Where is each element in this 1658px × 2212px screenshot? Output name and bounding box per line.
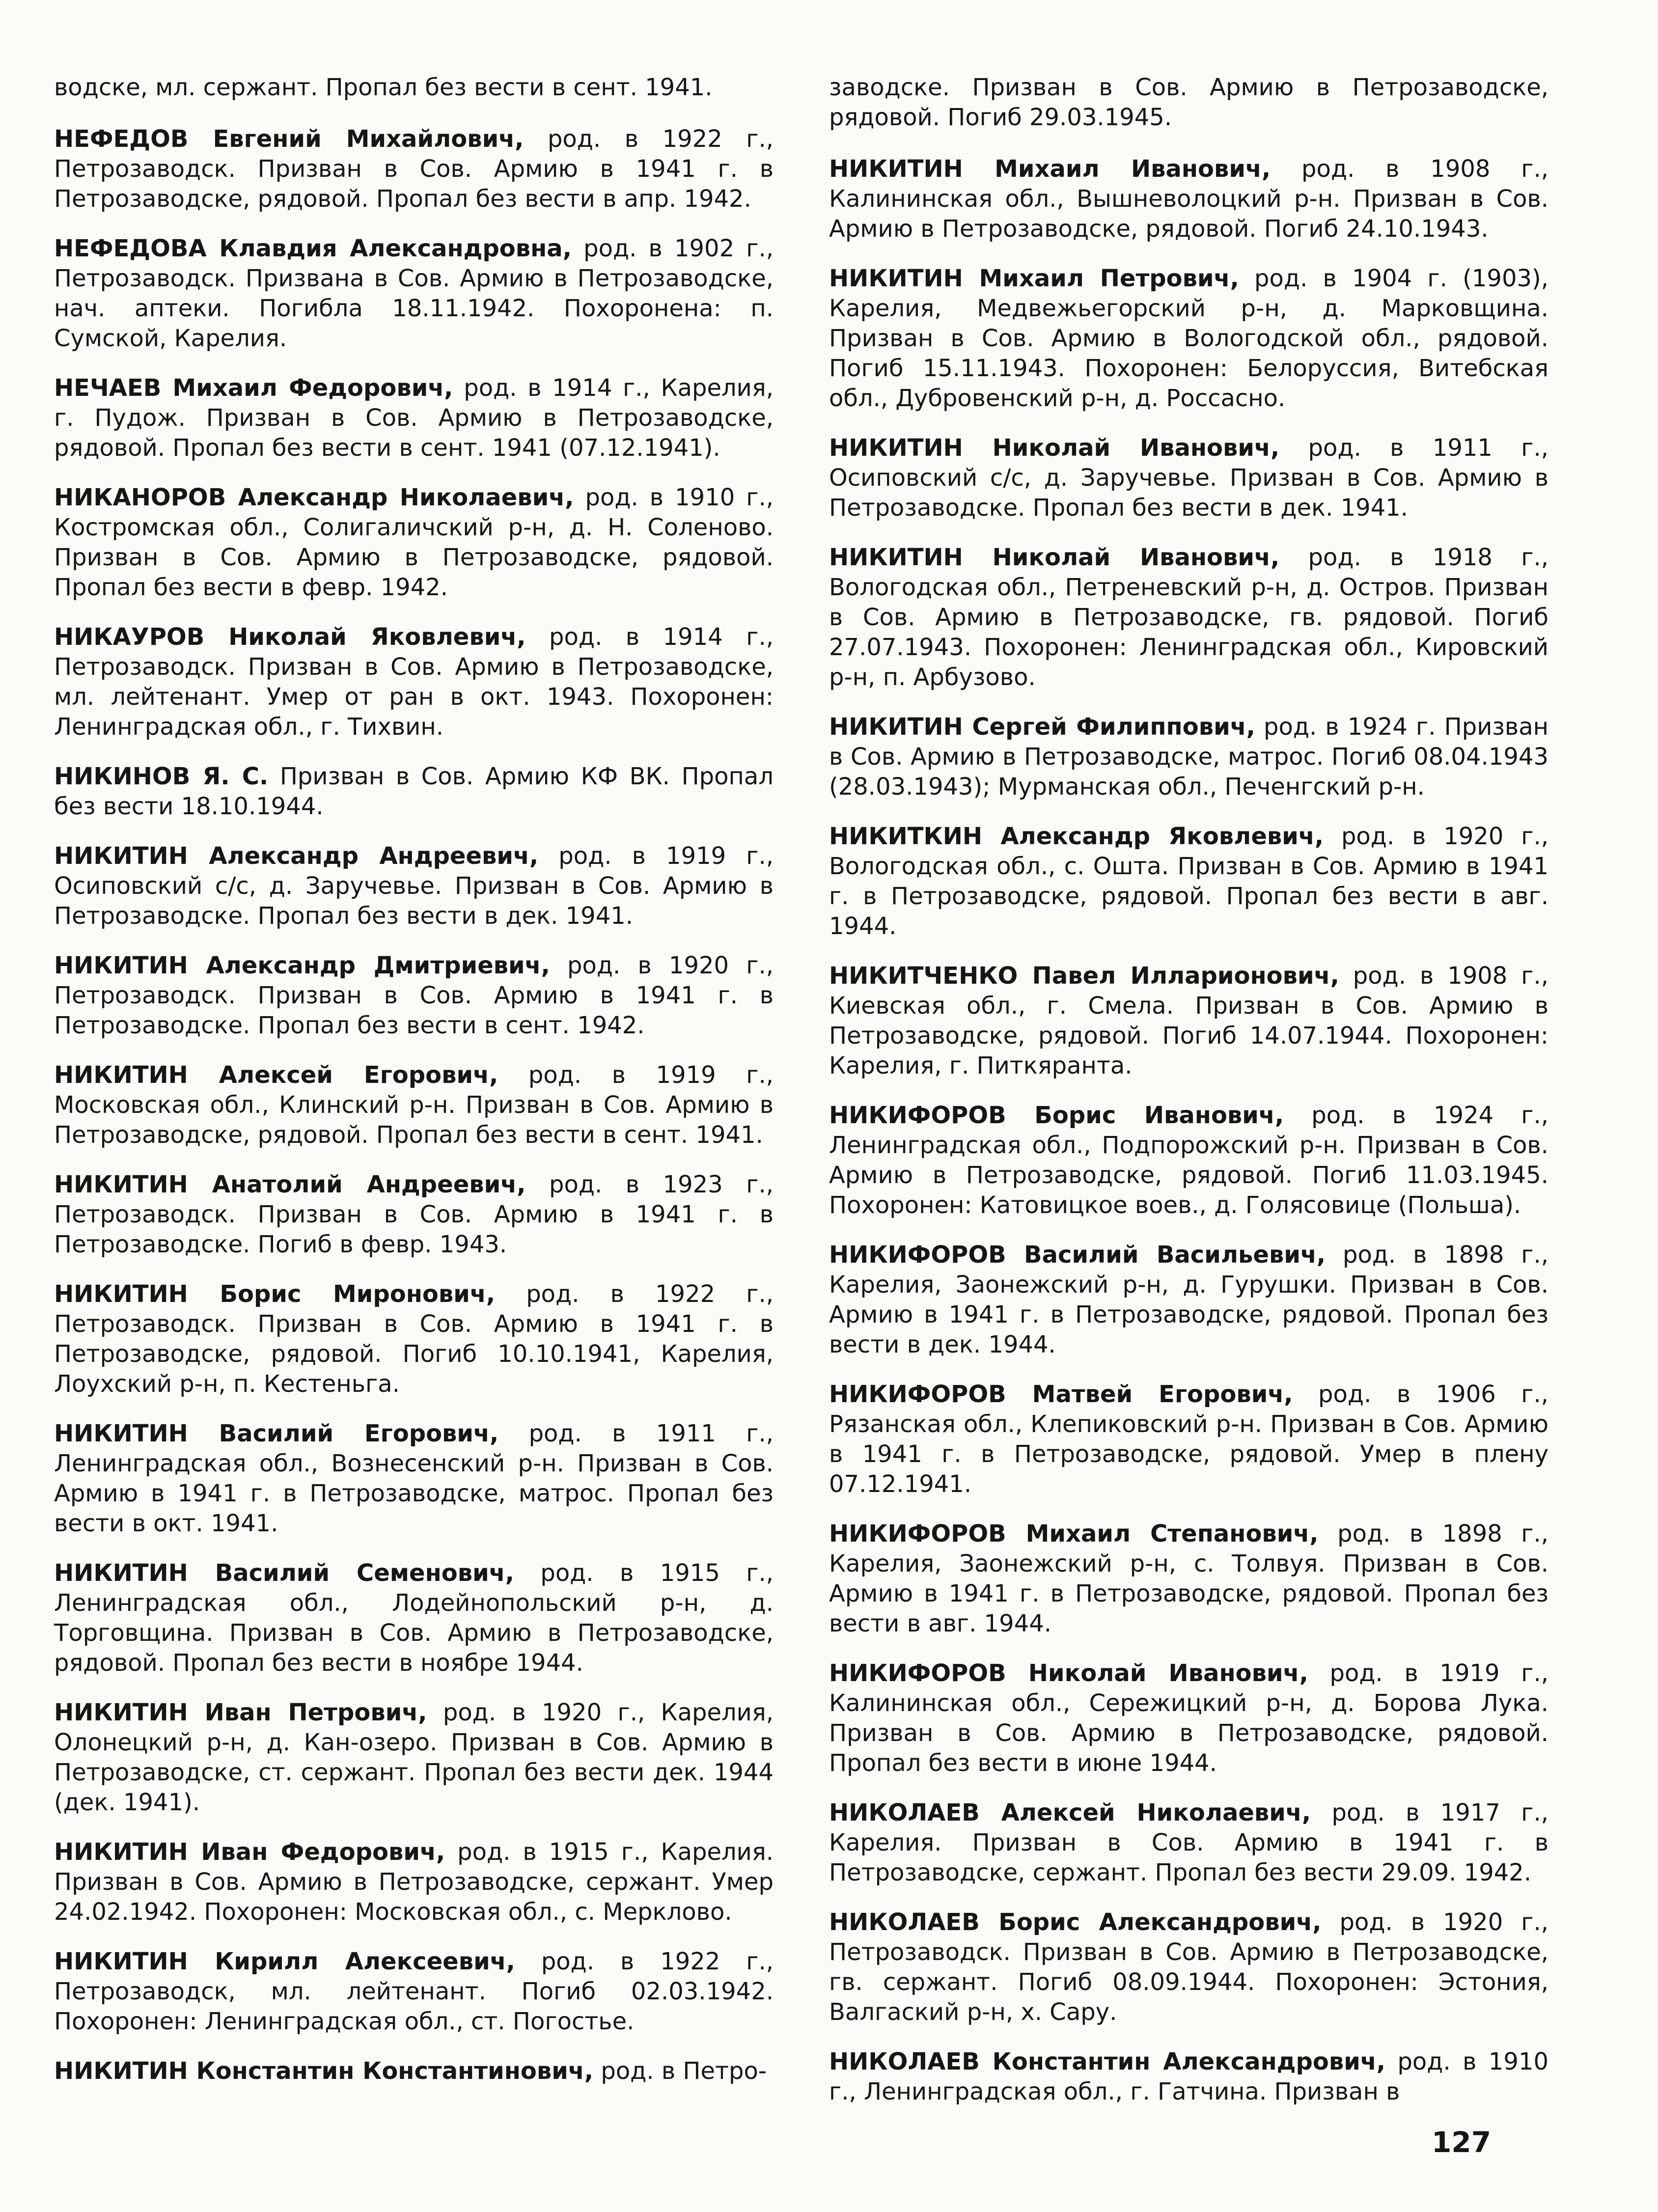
biography-entry — [54, 1837, 774, 1927]
entry-text: род. в 1920 г., Петрозаводск. Призван в Сов. Армию в 1941 г. в Петрозаводске. Пропал без вести в сент. 1942. — [54, 952, 774, 1039]
entry-name: НИКИТИН Александр Дмитриевич, — [54, 952, 550, 979]
biography-entry — [829, 543, 1548, 692]
biography-entry — [829, 1101, 1548, 1220]
page-number: 127 — [1432, 2126, 1492, 2159]
entry-text: род. в 1908 г., Калининская обл., Вышневолоцкий р-н. Призван в Сов. Армию в Петрозаводске, рядовой. Погиб 24.10.1943. — [829, 155, 1548, 243]
biography-entry — [54, 1060, 774, 1150]
entry-text: род. в 1902 г., Петрозаводск. Призвана в Сов. Армию в Петрозаводске, нач. аптеки. Погибла 18.11.1942. Похоронена: п. Сумской, Карелия. — [54, 235, 774, 352]
entry-name: НИКИТЧЕНКО Павел Илларионович, — [829, 962, 1339, 990]
entry-name: НИКАНОРОВ Александр Николаевич, — [54, 484, 574, 511]
biography-entry — [829, 822, 1548, 941]
entry-name: НИКИТИН Василий Егорович, — [54, 1420, 499, 1447]
biography-entry — [54, 1170, 774, 1260]
entry-name: НИКИТИН Иван Федорович, — [54, 1838, 445, 1866]
entry-text: род. в 1911 г., Ленинградская обл., Вознесенский р-н. Призван в Сов. Армию в 1941 г. в Петрозаводске, матрос. Пропал без вести в окт. 1941. — [54, 1420, 774, 1537]
entry-name: НИКИФОРОВ Борис Иванович, — [829, 1102, 1284, 1129]
entry-name: НИКИТКИН Александр Яковлевич, — [829, 823, 1324, 850]
biography-entry — [54, 73, 774, 103]
entry-text: род. в 1919 г., Московская обл., Клинский р-н. Призван в Сов. Армию в Петрозаводске, рядовой. Пропал без вести в сент. 1941. — [54, 1061, 774, 1149]
biography-entry — [829, 1798, 1548, 1888]
biography-entry — [829, 1908, 1548, 2027]
entry-name: НИКИТИН Василий Семенович, — [54, 1559, 514, 1587]
biography-entry — [54, 841, 774, 931]
entry-name: НИКИТИН Иван Петрович, — [54, 1699, 427, 1726]
entry-name: НИКАУРОВ Николай Яковлевич, — [54, 623, 526, 651]
biography-entry — [54, 2056, 774, 2086]
entry-name: НИКИТИН Анатолий Андреевич, — [54, 1171, 526, 1198]
entry-name: НИКОЛАЕВ Алексей Николаевич, — [829, 1799, 1311, 1826]
entry-name: НИКИФОРОВ Николай Иванович, — [829, 1659, 1308, 1687]
biography-entry — [54, 762, 774, 822]
entry-name: НИКИФОРОВ Василий Васильевич, — [829, 1241, 1326, 1269]
entry-text: род. в 1910 г., Костромская обл., Солигаличский р-н, д. Н. Соленово. Призван в Сов. Армию в Петрозаводске, рядовой. Пропал без вести в февр. 1942. — [54, 484, 774, 601]
entry-text: Призван в Сов. Армию КФ ВК. Пропал без вести 18.10.1944. — [54, 763, 774, 820]
entry-text: род. в 1920 г., Петрозаводск. Призван в Сов. Армию в Петрозаводске, гв. сержант. Погиб 08.09.1944. Похоронен: Эстония, Валгаский р-н, х. Сару. — [829, 1908, 1548, 2026]
entry-text: род. в 1922 г., Петрозаводск. Призван в Сов. Армию в 1941 г. в Петрозаводске, рядовой. Погиб 10.10.1941, Карелия, Лоухский р-н, п. Кестеньга. — [54, 1280, 774, 1398]
entry-name: НЕФЕДОВ Евгений Михайлович, — [54, 125, 524, 153]
entry-name: НИКИФОРОВ Михаил Степанович, — [829, 1520, 1319, 1548]
entry-text: род. в 1917 г., Карелия. Призван в Сов. Армию в 1941 г. в Петрозаводске, сержант. Пропал без вести 29.09. 1942. — [829, 1799, 1548, 1886]
entry-name: НИКИТИН Александр Андреевич, — [54, 842, 539, 870]
entry-text: род. в 1898 г., Карелия, Заонежский р-н, с. Толвуя. Призван в Сов. Армию в 1941 г. в Петрозаводске, рядовой. Пропал без вести в авг. 1944. — [829, 1520, 1548, 1637]
biography-entry — [829, 712, 1548, 802]
entry-name: НИКОЛАЕВ Борис Александрович, — [829, 1908, 1322, 1936]
entry-name: НИКИТИН Михаил Иванович, — [829, 155, 1271, 183]
entry-text: род. в 1922 г., Петрозаводск, мл. лейтенант. Погиб 02.03.1942. Похоронен: Ленинградская обл., ст. Погостье. — [54, 1948, 774, 2035]
entry-name: НИКИФОРОВ Матвей Егорович, — [829, 1381, 1293, 1408]
biography-entry — [829, 73, 1548, 133]
entry-text: род. в 1915 г., Карелия. Призван в Сов. Армию в Петрозаводске, сержант. Умер 24.02.1942. Похоронен: Московская обл., с. Мерклово. — [54, 1838, 774, 1926]
entry-name: НИКИТИН Сергей Филиппович, — [829, 713, 1255, 741]
entry-name: НИКИТИН Борис Миронович, — [54, 1280, 496, 1308]
entry-text: род. в 1920 г., Вологодская обл., с. Ошта. Призван в Сов. Армию в 1941 г. в Петрозаводске, рядовой. Пропал без вести в авг. 1944. — [829, 823, 1549, 940]
biography-entry — [829, 1380, 1548, 1499]
entry-text: род. в 1920 г., Карелия, Олонецкий р-н, д. Кан-озеро. Призван в Сов. Армию в Петрозаводске, ст. сержант. Пропал без вести дек. 1944 (дек. 1941). — [54, 1699, 774, 1816]
entry-text: род. в 1914 г., Петрозаводск. Призван в Сов. Армию в Петрозаводске, мл. лейтенант. Умер от ран в окт. 1943. Похоронен: Ленинградская обл., г. Тихвин. — [54, 623, 774, 741]
biography-entry — [54, 1419, 774, 1539]
entry-text: род. в 1919 г., Калининская обл., Сережицкий р-н, д. Борова Лука. Призван в Сов. Армию в Петрозаводске, рядовой. Пропал без вести в июне 1944. — [829, 1659, 1548, 1777]
biography-entry — [54, 1279, 774, 1399]
entry-name: НИКИТИН Алексей Егорович, — [54, 1061, 498, 1089]
entry-name: НИКИТИН Кирилл Алексеевич, — [54, 1948, 515, 1975]
biography-entry — [54, 483, 774, 603]
entry-name: НИКИТИН Николай Иванович, — [829, 434, 1280, 462]
right-column — [829, 73, 1548, 2127]
entry-name: НИКОЛАЕВ Константин Александрович, — [829, 2048, 1386, 2075]
biography-entry — [829, 264, 1548, 414]
entry-name: НЕЧАЕВ Михаил Федорович, — [54, 374, 453, 402]
biography-entry — [54, 1558, 774, 1678]
biography-entry — [829, 433, 1548, 523]
entry-text: род. в 1915 г., Ленинградская обл., Лодейнопольский р-н, д. Торговщина. Призван в Сов. Армию в Петрозаводске, рядовой. Пропал без вести в ноябре 1944. — [54, 1559, 774, 1677]
biography-entry — [54, 124, 774, 214]
entry-text: род. в 1908 г., Киевская обл., г. Смела. Призван в Сов. Армию в Петрозаводске, рядовой. Погиб 14.07.1944. Похоронен: Карелия, г. Питкяранта. — [829, 962, 1548, 1079]
biography-entry — [829, 961, 1548, 1081]
entry-text: род. в 1918 г., Вологодская обл., Петреневский р-н, д. Остров. Призван в Сов. Армию в Петрозаводске, гв. рядовой. Погиб 27.07.1943. Похоронен: Ленинградская обл., Кировский р-н, п. Арбузово. — [829, 544, 1548, 691]
entry-text: род. в 1924 г. Призван в Сов. Армию в Петрозаводске, матрос. Погиб 08.04.1943 (28.03.1943); Мурманская обл., Печенгский р-н. — [829, 713, 1548, 801]
biography-entry — [54, 622, 774, 742]
biography-entry — [54, 373, 774, 463]
entry-text: род. в 1924 г., Ленинградская обл., Подпорожский р-н. Призван в Сов. Армию в Петрозаводске, рядовой. Погиб 11.03.1945. Похоронен: Катовицкое воев., д. Голясовице (Польша). — [829, 1102, 1548, 1219]
entry-text: род. в 1898 г., Карелия, Заонежский р-н, д. Гурушки. Призван в Сов. Армию в 1941 г. в Петрозаводске, рядовой. Пропал без вести в дек. 1944. — [829, 1241, 1549, 1358]
left-column — [54, 73, 774, 2106]
biography-entry — [829, 154, 1548, 244]
entry-text: род. в Петро- — [601, 2057, 767, 2085]
entry-text: род. в 1914 г., Карелия, г. Пудож. Призван в Сов. Армию в Петрозаводске, рядовой. Пропал без вести в сент. 1941 (07.12.1941). — [54, 374, 774, 462]
entry-text: род. в 1910 г., Ленинградская обл., г. Гатчина. Призван в — [829, 2048, 1548, 2105]
entry-name: НИКИТИН Николай Иванович, — [829, 544, 1280, 571]
entry-text: род. в 1923 г., Петрозаводск. Призван в Сов. Армию в 1941 г. в Петрозаводске. Погиб в февр. 1943. — [54, 1171, 774, 1258]
entry-text: род. в 1922 г., Петрозаводск. Призван в Сов. Армию в 1941 г. в Петрозаводске, рядовой. Пропал без вести в апр. 1942. — [54, 125, 774, 213]
entry-name: НИКИТИН Михаил Петрович, — [829, 265, 1239, 292]
entry-text: род. в 1919 г., Осиповский с/с, д. Заручевье. Призван в Сов. Армию в Петрозаводске. Пропал без вести в дек. 1941. — [54, 842, 774, 930]
entry-name: НИКИТИН Константин Константинович, — [54, 2057, 594, 2085]
entry-text: заводске. Призван в Сов. Армию в Петрозаводске, рядовой. Погиб 29.03.1945. — [829, 74, 1548, 131]
biography-entry — [829, 1240, 1548, 1360]
biography-entry — [54, 1947, 774, 2037]
biography-entry — [829, 2047, 1548, 2107]
entry-text: род. в 1904 г. (1903), Карелия, Медвежьегорский р-н, д. Марковщина. Призван в Сов. Армию в Вологодской обл., рядовой. Погиб 15.11.1943. Похоронен: Белоруссия, Витебская обл., Дубровенский р-н, д. Россасно. — [829, 265, 1549, 412]
entry-name: НИКИНОВ Я. С. — [54, 763, 269, 790]
biography-entry — [54, 1698, 774, 1818]
biography-entry — [829, 1659, 1548, 1778]
entry-name: НЕФЕДОВА Клавдия Александровна, — [54, 235, 572, 262]
entry-text: водске, мл. сержант. Пропал без вести в сент. 1941. — [54, 74, 713, 101]
entry-text: род. в 1906 г., Рязанская обл., Клепиковский р-н. Призван в Сов. Армию в 1941 г. в Петрозаводске, рядовой. Умер в плену 07.12.1941. — [829, 1381, 1548, 1498]
biography-entry — [54, 951, 774, 1041]
entry-text: род. в 1911 г., Осиповский с/с, д. Заручевье. Призван в Сов. Армию в Петрозаводске. Пропал без вести в дек. 1941. — [829, 434, 1548, 522]
biography-entry — [829, 1519, 1548, 1639]
biography-entry — [54, 234, 774, 354]
